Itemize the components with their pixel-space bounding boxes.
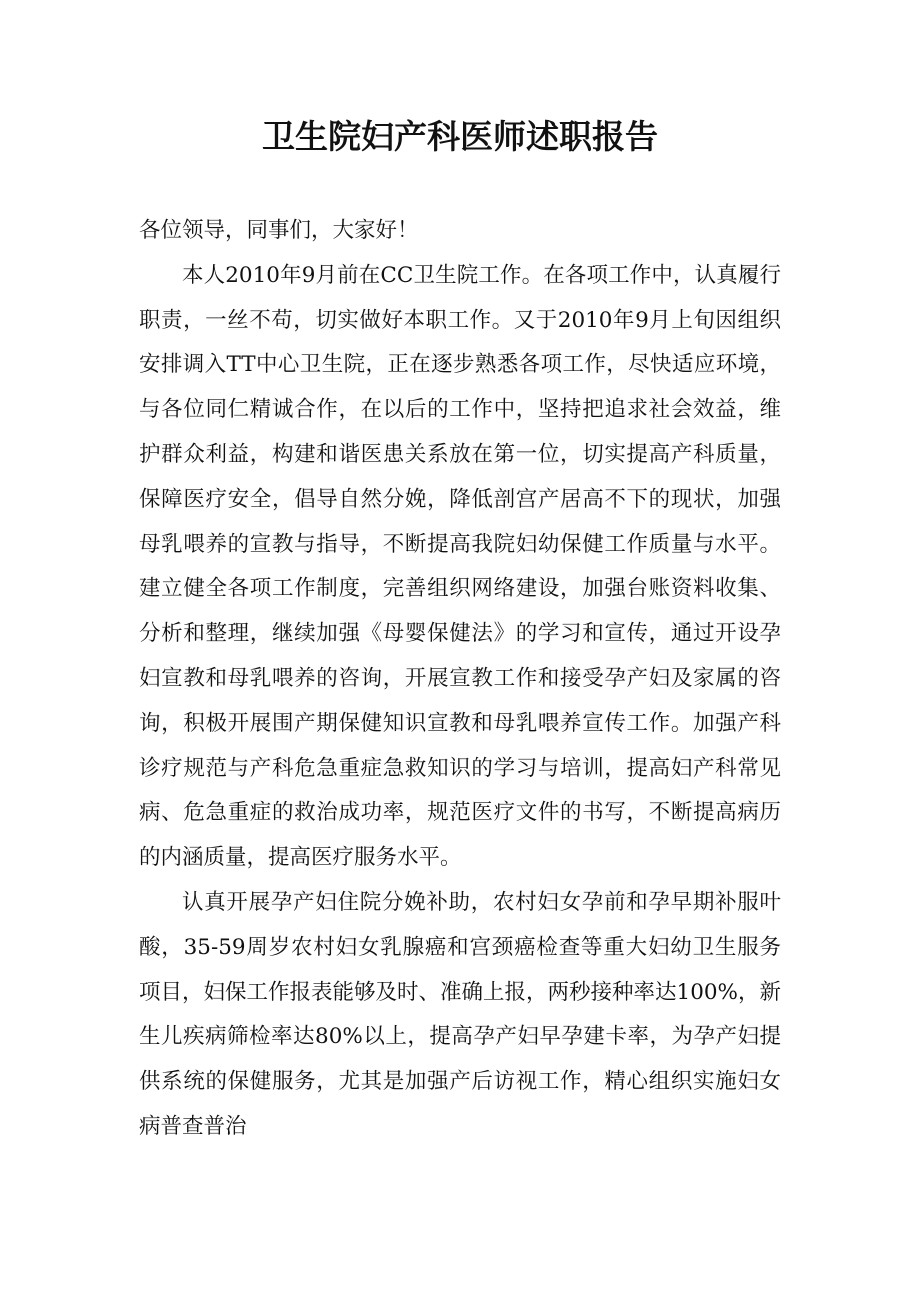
- body-paragraph-1: 本人2010年9月前在CC卫生院工作。在各项工作中，认真履行职责，一丝不苟，切实做好本职工作。又于2010年9月上旬因组织安排调入TT中心卫生院，正在逐步熟悉各项工作，尽快适应环境，与各位同仁精诚合作，在以后的工作中，坚持把追求社会效益，维护群众利益，构建和谐医患关系放在第一位，切实提高产科质量，保障医疗安全，倡导自然分娩，降低剖宫产居高不下的现状，加强母乳喂养的宣教与指导，不断提高我院妇幼保健工作质量与水平。建立健全各项工作制度，完善组织网络建设，加强台账资料收集、分析和整理，继续加强《母婴保健法》的学习和宣传，通过开设孕妇宣教和母乳喂养的咨询，开展宣教工作和接受孕产妇及家属的咨询，积极开展围产期保健知识宣教和母乳喂养宣传工作。加强产科诊疗规范与产科危急重症急救知识的学习与培训，提高妇产科常见病、危急重症的救治成功率，规范医疗文件的书写，不断提高病历的内涵质量，提高医疗服务水平。: [139, 262, 781, 871]
- greeting-line: 各位领导，同事们，大家好！: [139, 218, 419, 243]
- document-title: 卫生院妇产科医师述职报告: [262, 117, 658, 156]
- body-paragraph-2: 认真开展孕产妇住院分娩补助，农村妇女孕前和孕早期补服叶酸，35-59周岁农村妇女乳腺癌和宫颈癌检查等重大妇幼卫生服务项目，妇保工作报表能够及时、准确上报，两秒接种率达100%，新生儿疾病筛检率达80%以上，提高孕产妇早孕建卡率，为孕产妇提供系统的保健服务，尤其是加强产后访视工作，精心组织实施妇女病普查普治: [139, 889, 781, 1139]
- document-body: [139, 209, 781, 1150]
